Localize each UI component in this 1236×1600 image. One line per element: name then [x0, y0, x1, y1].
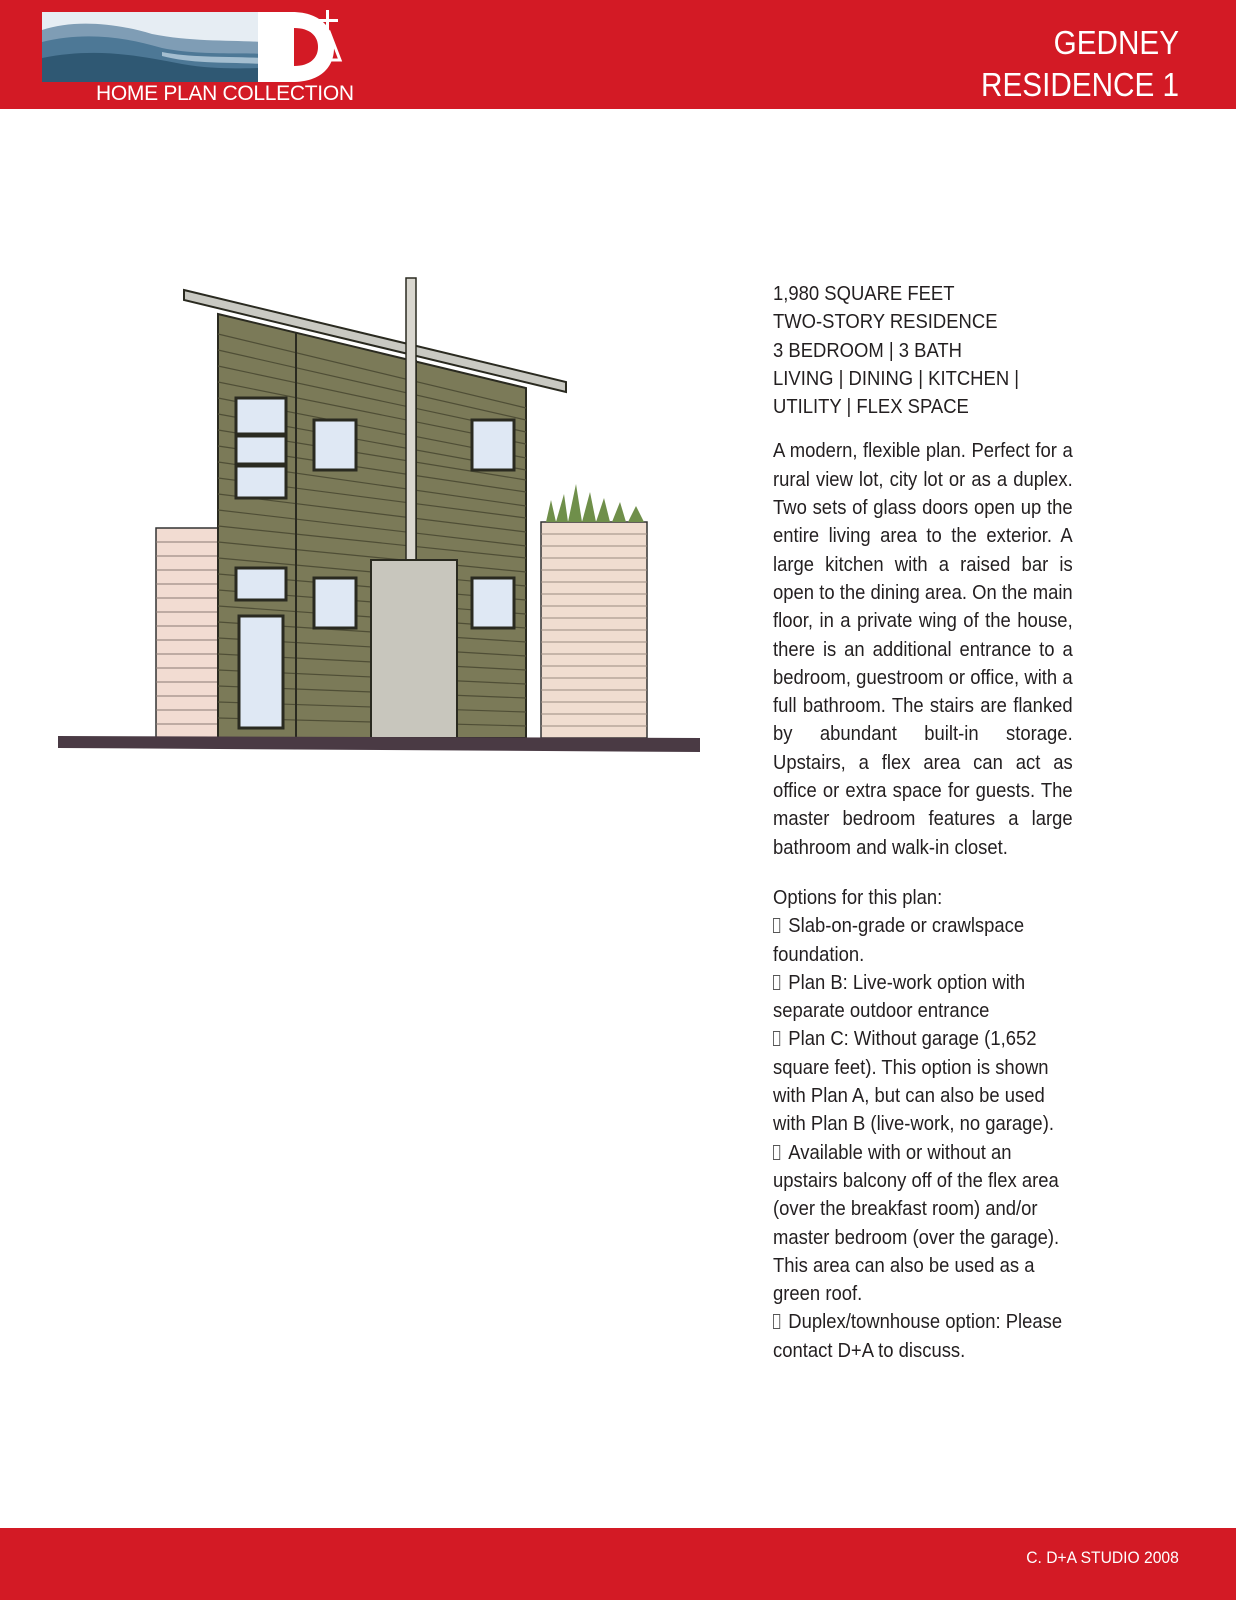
spec-line: TWO-STORY RESIDENCE [773, 310, 998, 334]
spec-line: UTILITY | FLEX SPACE [773, 395, 969, 419]
landscape-illustration [42, 12, 262, 82]
option-text: Plan C: Without garage (1,652 square feet). This option is shown with Plan A, but can also be used with Plan B (live-work, no garage). [773, 1027, 1054, 1136]
plan-info [773, 280, 1073, 1365]
title-line-2: RESIDENCE 1 [980, 66, 1179, 103]
plan-specs [773, 280, 1073, 421]
header-bar [0, 0, 1236, 109]
spec-line: 3 BEDROOM | 3 BATH [773, 338, 962, 362]
logo-caption: HOME PLAN COLLECTION [96, 82, 354, 105]
title-line-1: GEDNEY [1053, 24, 1179, 61]
bullet-icon [773, 1314, 780, 1329]
options-title: Options for this plan: [773, 885, 943, 909]
copyright-text: C. D+A STUDIO 2008 [1026, 1548, 1179, 1567]
option-item [773, 1025, 1073, 1138]
option-text: Duplex/townhouse option: Please contact D+A to discuss. [773, 1310, 1063, 1362]
bullet-icon [773, 918, 780, 933]
option-item [773, 1139, 1073, 1309]
bullet-icon [773, 975, 780, 990]
house-elevation-drawing [56, 270, 716, 780]
page-title [981, 22, 1179, 106]
spec-line: 1,980 SQUARE FEET [773, 282, 955, 305]
option-text: Available with or without an upstairs balcony off of the flex area (over the breakfast room) and/or master bedroom (over the garage). This area can also be used as a green roof. [773, 1140, 1060, 1306]
logo-landscape-photo [42, 12, 262, 82]
option-item [773, 969, 1073, 1026]
option-item [773, 1308, 1073, 1365]
footer-bar [0, 1528, 1236, 1600]
bullet-icon [773, 1145, 780, 1160]
d-plus-a-logo-mark [258, 8, 348, 86]
plan-options [773, 884, 1073, 1365]
spec-line: LIVING | DINING | KITCHEN | [773, 366, 1020, 390]
plan-description: A modern, flexible plan. Perfect for a rural view lot, city lot or as a duplex. Two sets of glass doors open up the entire living area to the exterior. A large kitchen with a raised bar is open to the dining area. On the main floor, in a private wing of the house, there is an additional entrance to a bedroom, guestroom or office, with a full bathroom. The stairs are flanked by abundant built-in storage. Upstairs, a flex area can act as office or extra space for guests. The master bedroom features a large bathroom and walk-in closet. [773, 439, 1073, 859]
option-item [773, 912, 1073, 969]
bullet-icon [773, 1031, 780, 1046]
option-text: Plan B: Live-work option with separate outdoor entrance [773, 970, 1026, 1023]
option-text: Slab-on-grade or crawlspace foundation. [773, 914, 1025, 966]
